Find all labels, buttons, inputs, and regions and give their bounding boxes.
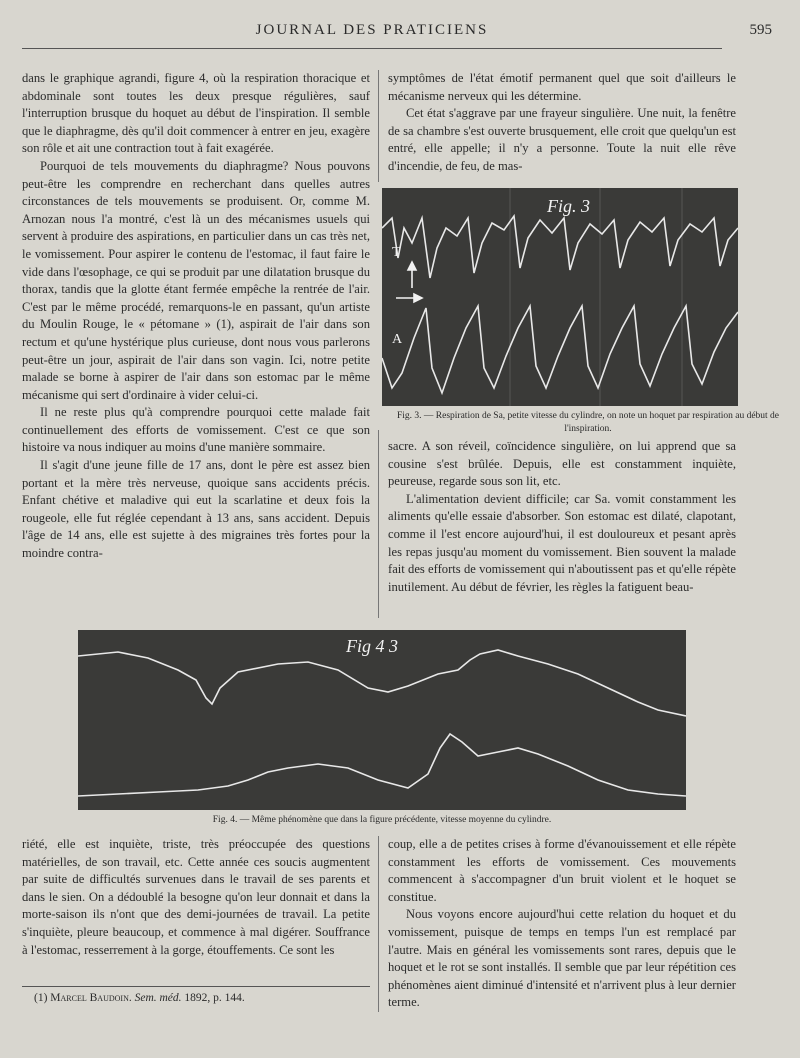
paragraph: coup, elle a de petites crises à forme d'évanouissement et elle répète constamment les efforts de vomissement. Ces mouvements commencent à s'accompagner d'un bruit violent et le hoquet se constitue. xyxy=(388,837,736,904)
footnote-rule xyxy=(22,986,370,987)
footnote-ref: 1892, p. 144. xyxy=(184,992,245,1004)
figure-3-label: Fig. 3 xyxy=(547,196,590,216)
column-bottom-left xyxy=(22,836,370,959)
figure-3-plate xyxy=(382,188,738,406)
abdominal-trace xyxy=(382,306,738,393)
column-divider xyxy=(378,836,379,1012)
column-bottom-right xyxy=(388,836,736,1012)
upper-trace xyxy=(78,650,686,716)
column-divider xyxy=(378,430,379,618)
footnote xyxy=(34,992,245,1004)
column-divider xyxy=(378,70,379,182)
running-header xyxy=(22,22,772,44)
paragraph: L'alimentation devient difficile; car Sa. vomit constamment les aliments qu'elle essaie d'absorber. Son estomac est dilaté, clapotant, comme il l'est encore aujourd'hui, il est douloureux et pesant après les repas jusqu'au moment du vomissement. Bien souvent la malade fait des efforts de vomissement qui n'aboutissent pas et qu'elle répète inutilement. Au début de février, les règles la fatiguent beau- xyxy=(388,491,736,594)
direction-arrows xyxy=(396,262,422,302)
figure-4-plate xyxy=(78,630,686,810)
paragraph: sacre. A son réveil, coïncidence singulière, on lui apprend que sa cousine s'est brûlée. Depuis, elle est constamment inquiète, peureuse, regarde sous son lit, etc. xyxy=(388,439,736,489)
footnote-author: Marcel Baudoin. xyxy=(50,992,132,1004)
paragraph: dans le graphique agrandi, figure 4, où la respiration thoracique et abdominale sont toutes les deux presque régulières, sauf l'interruption brusque du hoquet au début de l'inspiration. Il semble que le diaphragme, dès qu'il doit commencer à entrer en jeu, exagère son rôle et ait une contraction tout à fait exagérée. xyxy=(22,71,370,156)
column-middle-right xyxy=(388,438,736,596)
figure-3-tracing xyxy=(382,188,738,406)
paragraph: Nous voyons encore aujourd'hui cette relation du hoquet et du vomissement, puisque de temps en temps l'un est remplacé par l'autre. Mais en général les vomissements sont rares, depuis que le hoquet et le rot se sont installés. Il semble que par leur répétition ces phénomènes aient diminué d'intensité et n'arrivent plus à leur dernier terme. xyxy=(388,907,736,1010)
paragraph: riété, elle est inquiète, triste, très préoccupée des questions matérielles, de son travail, etc. Cette année ces soucis augmentent par suite de difficultés survenues dans le travail de ses parents et dans le sien. On a dédoublé la besogne qu'on leur donnait et dans la morte-saison ils n'ont que des demi-journées de travail. La petite s'inquiète, pleure beaucoup, et commence à mal digérer. Souffrance à l'estomac, resserrement à la gorge, étouffements. Ce sont les xyxy=(22,837,370,957)
paragraph: symptômes de l'état émotif permanent quel que soit d'ailleurs le mécanisme nerveux qui les détermine. xyxy=(388,71,736,103)
paragraph: Pourquoi de tels mouvements du diaphragme? Nous pouvons peut-être les comprendre en recherchant dans quelles autres circonstances de tels mouvements se produisent. Or, comme M. Arnozan nous l'a montré, c'est là un des mécanismes usuels qui servent à produire des aspirations, en particulier dans un cas très net, le vomissement. Pour aspirer le contenu de l'estomac, il faut faire le vide dans l'œsophage, ce qui se produit par une dilatation brusque du thorax, tandis que la glotte étant fermée empêche la rentrée de l'air. C'est par le même procédé, remarquons-le en passant, qu'un artiste du Moulin Rouge, le « pétomane » (1), aspirait de l'air dans son rectum et qu'une hystérique plus curieuse, dont nous vous parlerons peut-être un jour, aspirait de l'air dans son vagin. Ici, notre petite malade se borne à aspirer de l'air dans son estomac par le même mécanisme qui sert d'ordinaire à vider celui-ci. xyxy=(22,158,370,402)
paragraph: Cet état s'aggrave par une frayeur singulière. Une nuit, la fenêtre de sa chambre s'est ouverte brusquement, elle croit que quelqu'un est entré, elle appelle; il n'y a personne. Toute la nuit elle rêve d'incendie, de feu, de mas- xyxy=(388,106,736,173)
header-rule xyxy=(22,48,722,49)
trace-label-thoracic: T xyxy=(392,245,401,260)
footnote-source: Sem. méd. xyxy=(134,992,182,1004)
paragraph: Il ne reste plus qu'à comprendre pourquoi cette malade fait continuellement des efforts de vomissement. C'est ce que son histoire va nous indiquer au moins d'une manière sommaire. xyxy=(22,405,370,455)
journal-title: JOURNAL DES PRATICIENS xyxy=(255,22,489,38)
column-top-left xyxy=(22,70,370,563)
paragraph: Il s'agit d'une jeune fille de 17 ans, dont le père est assez bien portant et la mère très nerveuse, quoique sans accidents précis. Enfant chétive et maladive qui eut la scarlatine et deux fois la rougeole, elle fut réglée cependant à 13 ans, sans accident. Depuis l'âge de 14 ans, elle est sujette à des migraines très fortes pour la moindre contra- xyxy=(22,458,370,561)
figure-4-label: Fig 4 3 xyxy=(346,636,398,656)
footnote-number: (1) xyxy=(34,992,48,1004)
column-top-right xyxy=(388,70,736,176)
thoracic-trace xyxy=(382,216,738,278)
page-number: 595 xyxy=(749,22,772,38)
trace-label-abdominal: A xyxy=(392,332,403,347)
figure-4-tracing xyxy=(78,630,686,810)
lower-trace xyxy=(78,734,686,796)
figure-4-caption: Fig. 4. — Même phénomène que dans la figure précédente, vitesse moyenne du cylindre. xyxy=(212,815,552,825)
figure-3-caption: Fig. 3. — Respiration de Sa, petite vitesse du cylindre, on note un hoquet par respiration au début de l'inspiration. xyxy=(396,411,780,434)
